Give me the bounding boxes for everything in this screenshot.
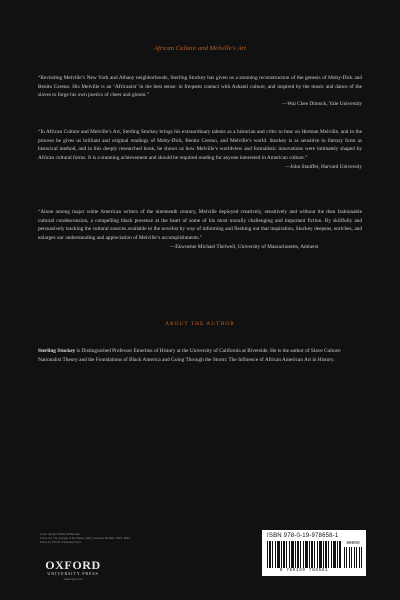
publisher-subname: UNIVERSITY PRESS bbox=[47, 571, 99, 576]
blurb-attribution: —Wai Chee Dimock, Yale University bbox=[282, 101, 362, 108]
author-bio-text: is Distinguished Professor Emeritus of History at the University of California at Riverside. He is the author of Slave Culture: Nationalist Theory and the Foundations of Black America and Going Through the Storm: The Influence of African American Art in History. bbox=[38, 348, 342, 363]
isbn-label: ISBN 978-0-19-978658-1 bbox=[267, 533, 339, 539]
credit-line: Cover art: The Voyage of the Slaver (after), Herman Melville, 1819–1891 bbox=[40, 536, 130, 540]
barcode-addon-digits: 90000 bbox=[346, 541, 360, 546]
publisher-url: www.oup.com bbox=[63, 577, 83, 581]
isbn-barcode bbox=[262, 530, 366, 576]
publisher-logo bbox=[38, 559, 108, 581]
credit-line: Photo by Oxford University Press bbox=[40, 540, 82, 544]
credit-line: Cover design: Brady McNamara bbox=[40, 532, 80, 536]
blurb-quote-1 bbox=[38, 74, 362, 109]
book-title: African Culture and Melville's Art bbox=[153, 45, 247, 52]
blurb-attribution: —Ekwueme Michael Thelwell, University of Massachusetts, Amherst bbox=[170, 243, 319, 250]
author-name: Sterling Stuckey bbox=[38, 348, 76, 354]
publisher-name: OXFORD bbox=[45, 558, 101, 572]
cover-credits bbox=[40, 532, 160, 544]
blurb-text: “Revisiting Melville’s New York and Albany neighborhoods, Sterling Stuckey has given us a stunning reconstruction of the genesis of Moby-Dick and Benito Cereno. His Melville is an ‘Africanist’ in the best sense: in frequent contact with Ashanti culture, and inspired by the music and dance of the slaves to forge his own poetics of cheer and gloom.” bbox=[38, 75, 362, 99]
blurb-text: “Alone among major white American writers of the nineteenth century, Melville deployed creatively, sensitively and without the then fashionable cultural condescension, a compelling black presence at the heart of some of his most morally challenging and important fiction. By skillfully and persuasively tracking the cultural sources available to the novelist by way of informing and fleshing out that inspiration, Stuckey deepens, enriches, and enlarges our understanding and appreciation of Melville’s accomplishments.” bbox=[38, 209, 362, 242]
barcode-bars bbox=[267, 541, 341, 568]
blurb-text: “In African Culture and Melville’s Art, Sterling Stuckey brings his extraordinary talents as a historian and critic to bear on Herman Melville, and in the process he gives us brilliant and original readings of Moby-Dick, Benito Cereno, and Melville’s world. Stuckey is as sensitive to literary form as historical method, and in this deeply researched book, he shows us how Melville’s worldview and formalistic innovations were intimately shaped by African cultural forms. It is a stunning achievement and should be required reading for anyone interested in American culture.” bbox=[38, 129, 362, 162]
barcode-addon-bars bbox=[344, 547, 362, 568]
blurb-quote-3 bbox=[38, 208, 362, 252]
about-author-heading: ABOUT THE AUTHOR bbox=[165, 321, 235, 327]
blurb-attribution: —John Stauffer, Harvard University bbox=[284, 163, 362, 170]
barcode-digits: 9 780199 786581 bbox=[279, 568, 329, 573]
author-bio bbox=[38, 347, 362, 364]
blurb-quote-2 bbox=[38, 128, 362, 172]
